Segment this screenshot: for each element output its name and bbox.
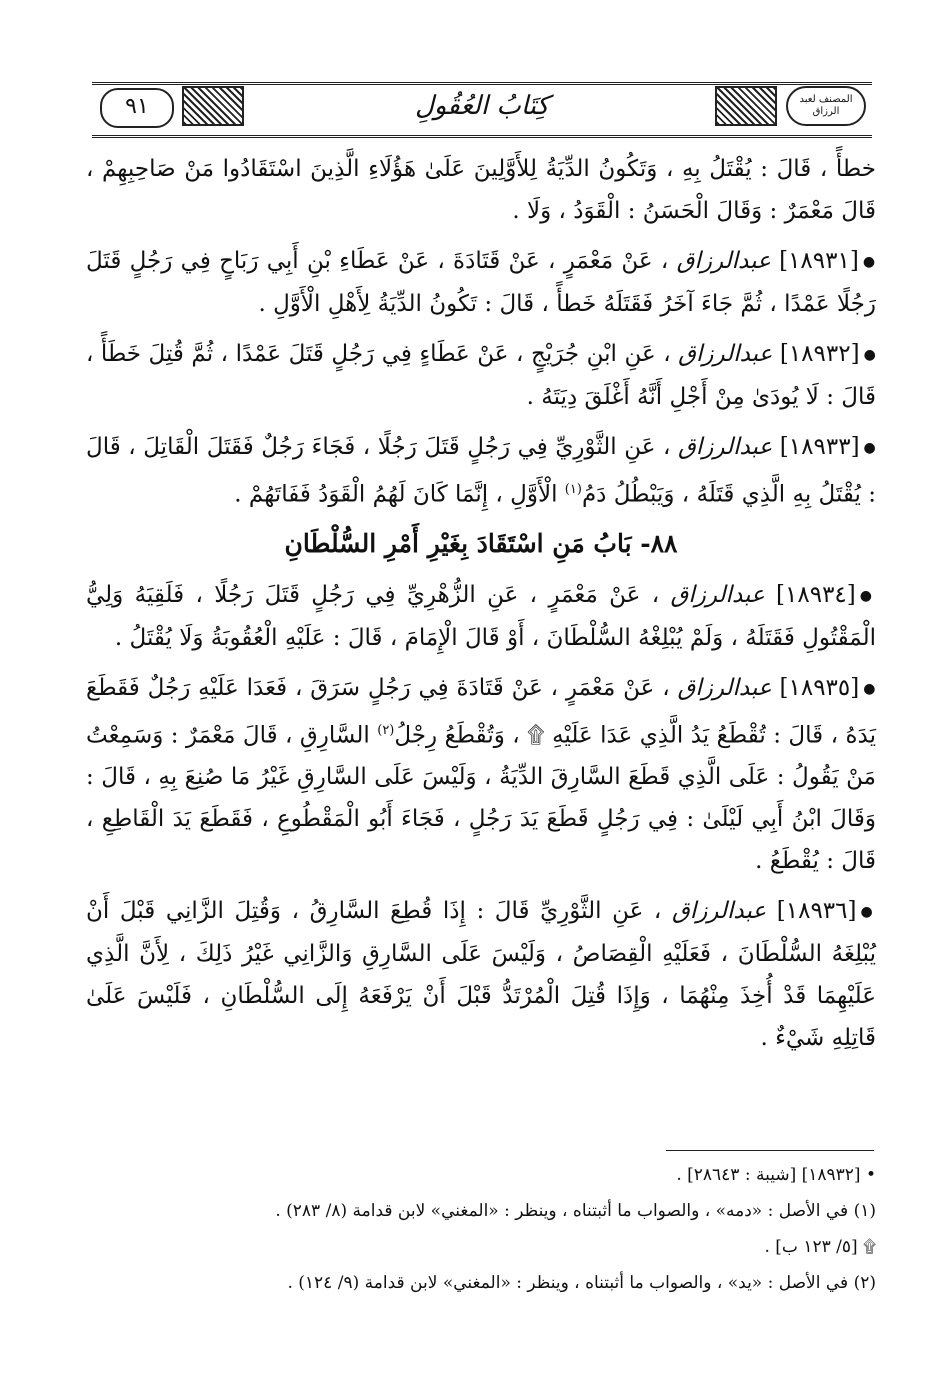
chapter-title: ٨٨- بَابُ مَنِ اسْتَقَادَ بِغَيْرِ أَمْرِ السُّلْطَانِ bbox=[284, 528, 678, 558]
hadith-18935 bbox=[86, 667, 876, 883]
page-number: ٩١ bbox=[100, 88, 174, 128]
page-header bbox=[92, 82, 872, 132]
narrator-name: عبدالرزاق bbox=[670, 581, 765, 608]
hadith-text-cont: السَّارِقِ ، قَالَ مَعْمَرٌ : وَسَمِعْتُ مَنْ يَقُولُ : عَلَى الَّذِي قَطَعَ السَّارِقَ الدِّيَةُ ، وَلَيْسَ عَلَى السَّارِقِ غَيْرُ مَا صُنِعَ بِهِ ، قَالَ : وَقَالَ ابْنُ أَبِي لَيْلَىٰ : فِي رَجُلٍ قَطَعَ يَدَ رَجُلٍ ، فَجَاءَ أَبُو الْمَقْطُوعِ ، فَقَطَعَ يَدَ الْقَاطِعِ ، قَالَ : يُقْطَعُ . bbox=[86, 722, 876, 875]
hadith-text: ، عَنِ ابْنِ جُرَيْجٍ ، عَنْ عَطَاءٍ فِي رَجُلٍ قَتَلَ عَمْدًا ، ثُمَّ قُتِلَ خَطَأً ، قَالَ : لَا يُودَىٰ مِنْ أَجْلِ أَنَّهُ أَغْلَقَ دِيَتَهُ . bbox=[86, 341, 876, 410]
bullet-icon: ● bbox=[862, 254, 877, 270]
narrator-name: عبدالرزاق bbox=[671, 898, 767, 925]
bullet-icon: ● bbox=[863, 680, 877, 697]
hadith-number: [١٨٩٣٤] bbox=[776, 581, 856, 608]
book-title: كِتَابُ العُقُولِ bbox=[414, 91, 550, 121]
hadith-text: ، عَنْ مَعْمَرٍ ، عَنْ قَتَادَةَ فِي رَجُلٍ سَرَقَ ، فَعَدَا عَلَيْهِ رَجُلٌ فَقَطَعَ يَدَهُ ، قَالَ : تُقْطَعُ يَدُ الَّذِي عَدَا عَلَيْهِ ۩ ، وَتُقْطَعُ رِجْلُ bbox=[86, 674, 876, 749]
hadith-text-cont: الْأَوَّلِ ، إِنَّمَا كَانَ لَهُمُ الْقَوَدُ فَفَاتَهُمْ . bbox=[234, 481, 565, 508]
hadith-number: [١٨٩٣١] bbox=[779, 248, 859, 274]
hadith-text: ، عَنِ الثَّوْرِيِّ فِي رَجُلٍ قَتَلَ رَجُلًا ، فَجَاءَ رَجُلٌ فَقَتَلَ الْقَاتِلَ ، قَالَ : يُقْتَلُ بِهِ الَّذِي قَتَلَهُ ، وَيَبْطُلُ دَمُ bbox=[86, 434, 876, 508]
paragraph-text: خطأً ، قَالَ : يُقْتَلُ بِهِ ، وَتَكُونُ الدِّيَةُ لِلأَوَّلِينَ عَلَىٰ هَؤُلَاءِ الَّذِينَ اسْتَقَادُوا مَنْ صَاحِبِهِمْ ، قَالَ مَعْمَرٌ : وَقَالَ الْحَسَنُ : الْقَوَدُ ، وَلَا . bbox=[86, 156, 876, 224]
hadith-text: ، عَنِ الثَّوْرِيِّ قَالَ : إِذَا قُطِعَ السَّارِقُ ، وَقُتِلَ الزَّانِي قَبْلَ أَنْ يُبْلِغَهُ السُّلْطَانَ ، فَعَلَيْهِ الْقِصَاصُ ، وَلَيْسَ عَلَى السَّارِقِ وَالزَّانِي غَيْرُ ذَلِكَ ، لِأَنَّ الَّذِي عَلَيْهِمَا قَدْ أُخِذَ مِنْهُمَا ، وَإِذَا قُتِلَ الْمُرْتَدُّ قَبْلَ أَنْ يَرْفَعَهُ إِلَى السُّلْطَانِ ، فَلَيْسَ عَلَىٰ قَاتِلِهِ شَيْءٌ . bbox=[86, 898, 876, 1052]
hadith-18934 bbox=[86, 574, 876, 659]
publisher-logo: المصنف لعبد الرزاق bbox=[786, 86, 866, 126]
hadith-number: [١٨٩٣٦] bbox=[776, 898, 857, 925]
narrator-name: عبدالرزاق bbox=[676, 248, 771, 274]
ornament-left bbox=[182, 86, 244, 126]
hadith-number: [١٨٩٣٣] bbox=[779, 434, 860, 460]
hadith-18933 bbox=[86, 426, 876, 516]
paragraph-continuation bbox=[86, 148, 876, 232]
footnote-ref: (٢) bbox=[377, 722, 395, 738]
footnote-line: (١) في الأصل : «دمه» ، والصواب ما أثبتناه ، وينظر : «المغني» لابن قدامة (٨/ ٢٨٣) . bbox=[275, 1201, 876, 1221]
narrator-name: عبدالرزاق bbox=[678, 434, 773, 460]
hadith-text: ، عَنْ مَعْمَرٍ ، عَنْ قَتَادَةَ ، عَنْ عَطَاءِ بْنِ أَبِي رَبَاحٍ فِي رَجُلٍ قَتَلَ رَجُلًا عَمْدًا ، ثُمَّ جَاءَ آخَرُ فَقَتَلَهُ خَطأً ، قَالَ : تَكُونُ الدِّيَةُ لِأَهْلِ الْأَوَّلِ . bbox=[86, 248, 876, 317]
footnote-line: (٢) في الأصل : «يد» ، والصواب ما أثبتناه ، وينظر : «المغني» لابن قدامة (٩/ ١٢٤) . bbox=[287, 1273, 876, 1293]
footnote-line: • [١٨٩٣٢] [شيبة : ٢٨٦٤٣] . bbox=[676, 1165, 876, 1185]
footnotes bbox=[86, 1160, 876, 1304]
hadith-18932 bbox=[86, 333, 876, 418]
footnote-ref: (١) bbox=[564, 482, 582, 497]
narrator-name: عبدالرزاق bbox=[677, 674, 772, 701]
footnote-separator bbox=[666, 1150, 874, 1151]
hadith-number: [١٨٩٣٥] bbox=[779, 674, 860, 701]
narrator-name: عبدالرزاق bbox=[678, 341, 773, 367]
hadith-number: [١٨٩٣٢] bbox=[779, 341, 860, 367]
bullet-icon: ● bbox=[860, 904, 877, 921]
ornament-right bbox=[715, 86, 777, 126]
bullet-icon: ● bbox=[863, 347, 877, 363]
hadith-text: ، عَنْ مَعْمَرٍ ، عَنِ الزُّهْرِيِّ فِي رَجُلٍ قَتَلَ رَجُلًا ، فَلَقِيَهُ وَلِيُّ الْمَقْتُولِ فَقَتَلَهُ ، وَلَمْ يُبْلِغْهُ السُّلْطَانَ ، أَوْ قَالَ الْإِمَامَ ، قَالَ : عَلَيْهِ الْعُقُوبَةُ وَلَا يُقْتَلُ . bbox=[86, 581, 876, 651]
hadith-18936 bbox=[86, 890, 876, 1059]
bullet-icon: ● bbox=[859, 587, 877, 604]
bullet-icon: ● bbox=[863, 440, 877, 456]
main-text bbox=[86, 148, 876, 1067]
hadith-18931 bbox=[86, 240, 876, 325]
footnote-line: ۩ [٥/ ١٢٣ ب] . bbox=[764, 1237, 876, 1257]
